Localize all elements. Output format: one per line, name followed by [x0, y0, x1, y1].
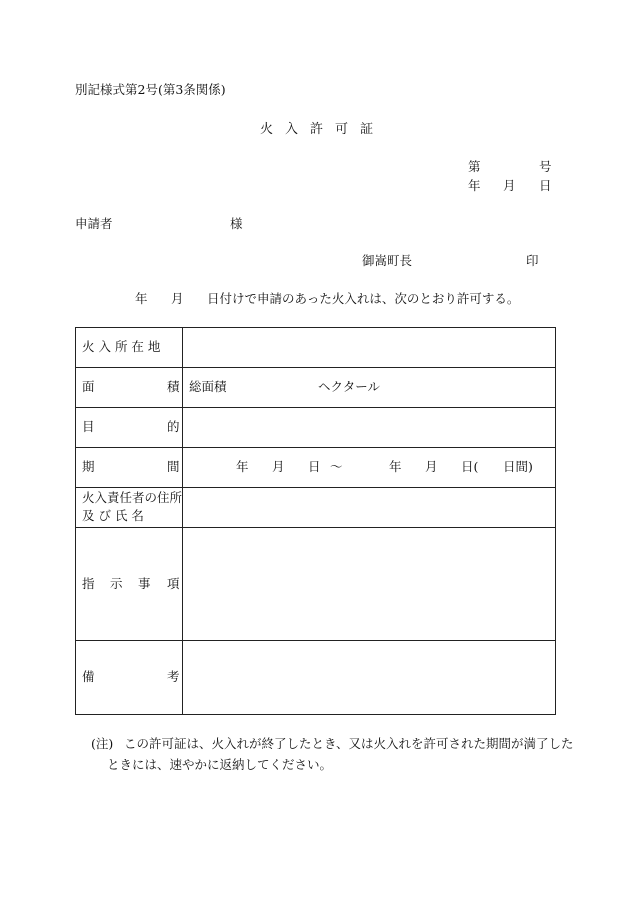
row-label-instructions-c4: 項 — [167, 576, 180, 591]
statement-text: 日付けで申請のあった火入れは、次のとおり許可する。 — [207, 291, 520, 306]
row-label-area-left: 面 — [82, 379, 95, 394]
row-label-purpose-left: 目 — [82, 419, 95, 434]
row-label-remarks-left: 備 — [82, 669, 95, 684]
statement-year: 年 — [135, 291, 148, 306]
note-line2: ときには、速やかに返納してください。 — [107, 757, 333, 772]
row-label-area-right: 積 — [167, 379, 180, 394]
table-column-divider — [182, 327, 183, 715]
row-label-purpose-right: 的 — [167, 419, 180, 434]
note-line1: この許可証は、火入れが終了したとき、又は火入れを許可された期間が満了した — [124, 736, 574, 751]
note-label: (注) — [91, 736, 114, 751]
table-border-right — [555, 327, 556, 715]
row-label-instructions-c1: 指 — [82, 576, 95, 591]
date-year: 年 — [468, 178, 481, 193]
table-row-divider — [75, 487, 556, 488]
table-row-divider — [75, 527, 556, 528]
period-start-day: 日 — [308, 459, 321, 474]
table-border-bottom — [75, 714, 556, 715]
row-label-instructions-c2: 示 — [110, 576, 123, 591]
area-unit: ヘクタール — [318, 379, 381, 394]
period-days: 日間) — [503, 459, 533, 474]
row-label-period-right: 間 — [167, 459, 180, 474]
title-char: 入 — [285, 122, 299, 137]
period-start-year: 年 — [236, 459, 249, 474]
table-row-divider — [75, 407, 556, 408]
area-prefix: 総面積 — [189, 379, 227, 394]
table-border-top — [75, 327, 556, 328]
table-row-divider — [75, 447, 556, 448]
date-day: 日 — [539, 178, 552, 193]
row-label-responsible-line2: 及 び 氏 名 — [82, 508, 144, 523]
row-label-period-left: 期 — [82, 459, 95, 474]
title-char: 火 — [260, 122, 274, 137]
row-label-responsible-line1: 火入責任者の住所 — [82, 490, 183, 505]
number-go: 号 — [539, 159, 552, 174]
issuer-name: 御嵩町長 — [362, 253, 413, 268]
table-row-divider — [75, 367, 556, 368]
statement-month: 月 — [171, 291, 184, 306]
row-label-instructions-c3: 事 — [138, 576, 151, 591]
period-end-year: 年 — [389, 459, 402, 474]
number-dai: 第 — [468, 159, 481, 174]
title-char: 許 — [310, 122, 324, 137]
form-reference: 別記様式第2号(第3条関係) — [75, 82, 226, 97]
document-title — [254, 123, 379, 136]
row-label-location: 火 入 所 在 地 — [82, 339, 161, 354]
title-char: 証 — [360, 122, 374, 137]
period-start-month: 月 — [272, 459, 285, 474]
row-label-remarks-right: 考 — [167, 669, 180, 684]
period-end-day: 日( — [461, 459, 479, 474]
applicant-label: 申請者 — [75, 216, 113, 231]
period-tilde: 〜 — [330, 459, 343, 474]
date-month: 月 — [503, 178, 516, 193]
issuer-seal: 印 — [526, 253, 539, 268]
applicant-honorific: 様 — [230, 216, 243, 231]
title-char: 可 — [335, 122, 349, 137]
period-end-month: 月 — [425, 459, 438, 474]
table-border-left — [75, 327, 76, 715]
table-row-divider — [75, 640, 556, 641]
